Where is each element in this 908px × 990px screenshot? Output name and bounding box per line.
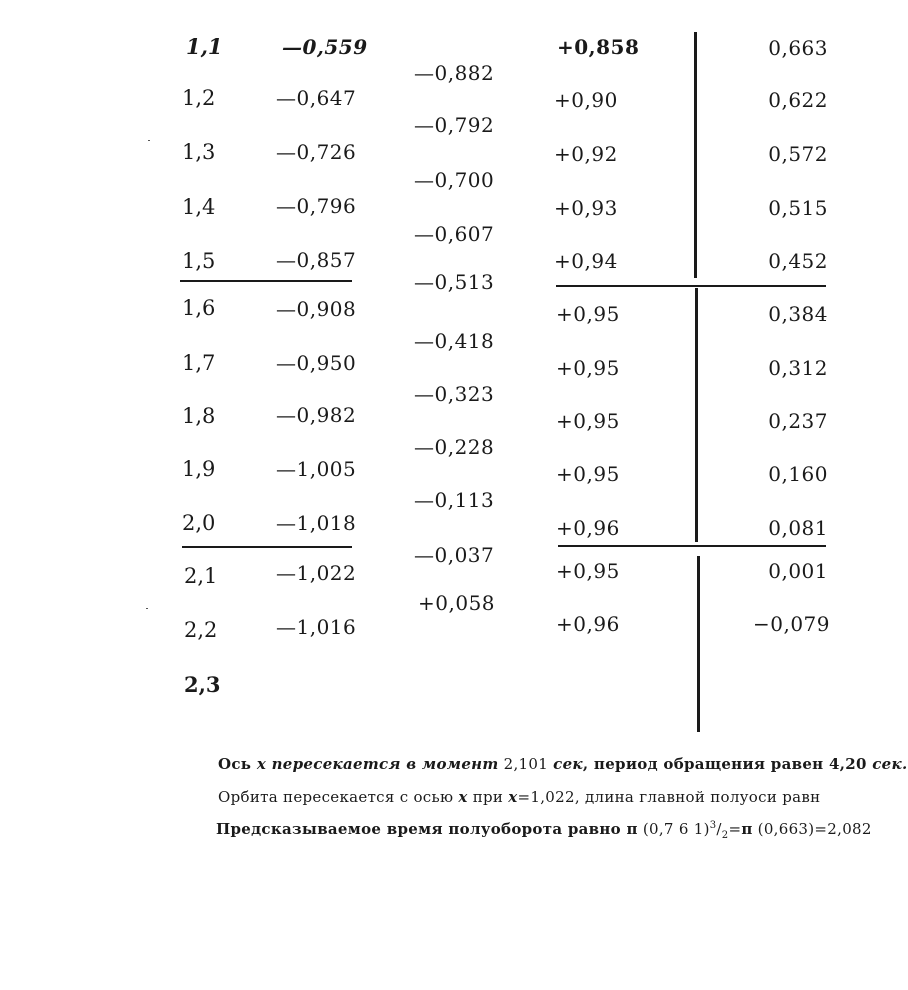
v-cell: +0,95	[556, 409, 620, 433]
r-cell: 0,312	[768, 356, 828, 380]
v-cell: +0,858	[557, 35, 640, 59]
dx-cell: —0,228	[414, 435, 495, 459]
time-cell: 1,1	[186, 34, 223, 59]
x-cell: —0,950	[276, 351, 357, 375]
pi-symbol: π	[626, 820, 638, 838]
x-cell: —0,559	[282, 35, 368, 59]
row-divider-line	[556, 285, 826, 287]
exponent-denominator: 2	[721, 830, 729, 841]
note-text: , период обращения равен 4,20	[582, 755, 873, 773]
speck-mark	[148, 140, 150, 141]
dx-cell: —0,418	[414, 329, 495, 353]
note-text: (0,7 6 1)	[637, 820, 710, 838]
v-cell: +0,96	[556, 612, 620, 636]
x-cell: —1,018	[276, 511, 357, 535]
note-text: Ось	[218, 755, 257, 773]
time-cell: 2,0	[182, 511, 216, 535]
time-cell: 2,2	[184, 618, 218, 642]
r-cell: 0,237	[768, 409, 828, 433]
r-cell: 0,663	[768, 36, 828, 60]
time-cell: 2,1	[184, 564, 218, 588]
r-cell: 0,572	[768, 142, 828, 166]
dx-cell: —0,700	[414, 168, 495, 192]
note-line-3	[216, 820, 872, 841]
time-cell: 1,3	[182, 140, 216, 164]
x-cell: —0,726	[276, 140, 357, 164]
v-cell: +0,92	[554, 142, 618, 166]
dx-cell: —0,607	[414, 222, 495, 246]
x-cell: —0,796	[276, 194, 357, 218]
exponent-slash: /	[716, 820, 722, 838]
column-divider-line	[695, 288, 698, 542]
column-divider-line	[694, 32, 697, 278]
r-cell: 0,384	[768, 302, 828, 326]
speck-mark	[146, 608, 148, 609]
time-cell: 1,6	[182, 296, 216, 320]
note-text: при	[467, 788, 509, 806]
row-divider-line	[180, 280, 352, 282]
note-text: =	[728, 820, 742, 838]
pi-symbol: π	[741, 820, 753, 838]
time-cell: 1,2	[182, 86, 216, 110]
dx-cell: +0,058	[418, 591, 496, 615]
time-cell: 1,7	[182, 351, 216, 375]
x-cell: —1,005	[276, 457, 357, 481]
v-cell: +0,93	[554, 196, 618, 220]
dx-cell: —0,037	[414, 543, 495, 567]
dx-cell: —0,113	[414, 488, 495, 512]
time-cell: 1,8	[182, 404, 216, 428]
v-cell: +0,95	[556, 302, 620, 326]
r-cell: 0,081	[768, 516, 828, 540]
note-line-2	[218, 788, 820, 806]
r-cell: 0,001	[768, 559, 828, 583]
note-var: x	[508, 788, 518, 806]
time-cell: 2,3	[184, 672, 221, 697]
note-text: сек	[553, 755, 583, 773]
note-text: Орбита пересекается с осью	[218, 788, 459, 806]
row-divider-line	[182, 546, 352, 548]
note-text: 2,101	[498, 755, 554, 773]
note-text: Предсказываемое время полуоборота равно	[216, 820, 627, 838]
x-cell: —1,016	[276, 615, 357, 639]
x-cell: —0,857	[276, 248, 357, 272]
dx-cell: —0,792	[414, 113, 495, 137]
column-divider-line	[697, 556, 700, 732]
dx-cell: —0,323	[414, 382, 495, 406]
v-cell: +0,95	[556, 559, 620, 583]
time-cell: 1,5	[182, 249, 216, 273]
note-text: сек.	[872, 755, 908, 773]
dx-cell: —0,882	[414, 61, 495, 85]
note-var: x	[256, 755, 267, 773]
r-cell: 0,452	[768, 249, 828, 273]
r-cell: 0,160	[768, 462, 828, 486]
v-cell: +0,90	[554, 88, 618, 112]
v-cell: +0,96	[556, 516, 620, 540]
r-cell: 0,515	[768, 196, 828, 220]
note-text: пересекается в момент	[266, 755, 499, 773]
v-cell: +0,95	[556, 356, 620, 380]
time-cell: 1,4	[182, 195, 216, 219]
v-cell: +0,94	[554, 249, 618, 273]
exponent-numerator: 3	[709, 820, 717, 831]
r-cell: 0,622	[768, 88, 828, 112]
note-var: x	[458, 788, 468, 806]
note-line-1	[218, 755, 908, 773]
row-divider-line	[558, 545, 826, 547]
note-text: (0,663)=2,082	[752, 820, 872, 838]
x-cell: —1,022	[276, 561, 357, 585]
v-cell: +0,95	[556, 462, 620, 486]
x-cell: —0,647	[276, 86, 357, 110]
note-text: =1,022, длина главной полуоси равн	[517, 788, 821, 806]
x-cell: —0,908	[276, 297, 357, 321]
dx-cell: —0,513	[414, 270, 495, 294]
time-cell: 1,9	[182, 457, 216, 481]
x-cell: —0,982	[276, 403, 357, 427]
r-cell: −0,079	[752, 612, 830, 636]
